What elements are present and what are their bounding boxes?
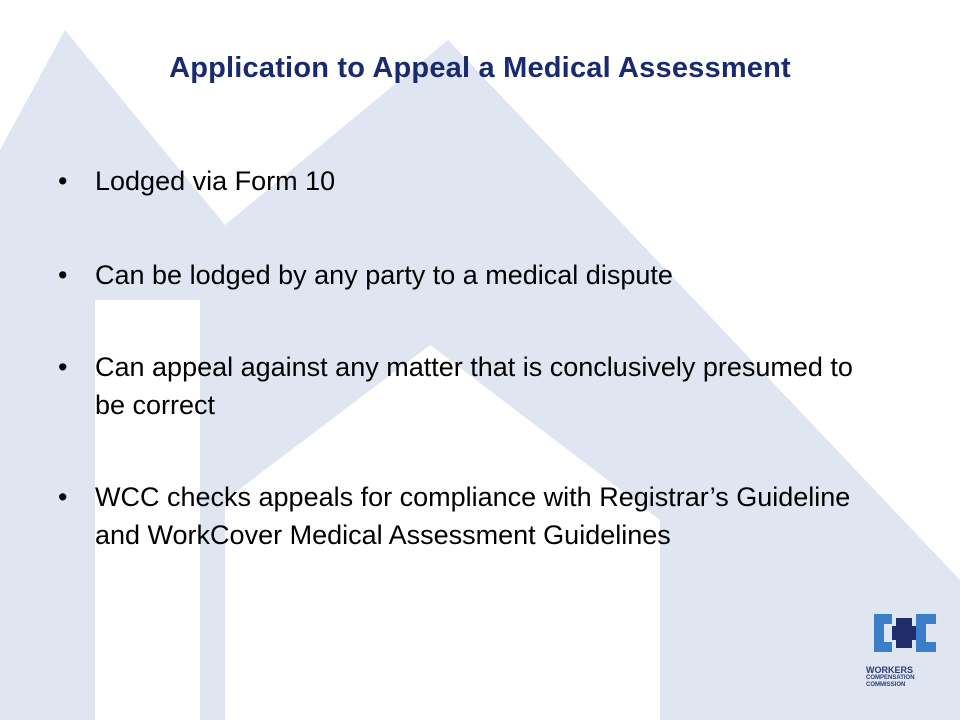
bullet-marker: •	[58, 352, 68, 382]
bullet-list	[58, 162, 888, 554]
bullet-item	[58, 162, 888, 200]
wcc-logo-icon	[870, 604, 940, 662]
logo-line-commission: COMMISSION	[866, 681, 906, 688]
logo-center-bottom	[896, 640, 912, 648]
slide-title: Application to Appeal a Medical Assessment	[169, 52, 791, 84]
bullet-text: WCC checks appeals for compliance with Registrar’s Guideline and WorkCover Medical Assessment Guidelines	[95, 482, 851, 550]
bullet-item	[58, 478, 888, 554]
bullet-item	[58, 348, 888, 424]
bullet-text: Can appeal against any matter that is conclusively presumed to be correct	[95, 352, 853, 420]
logo-line-workers: WORKERS	[866, 665, 913, 675]
logo-text	[866, 666, 946, 688]
bullet-marker: •	[58, 166, 68, 196]
logo-left-bracket	[874, 614, 892, 652]
bullet-marker: •	[58, 482, 68, 512]
logo-center	[892, 626, 916, 640]
bullet-text: Can be lodged by any party to a medical dispute	[95, 260, 673, 290]
logo-center-top	[896, 618, 912, 626]
bullet-text: Lodged via Form 10	[95, 166, 336, 196]
bullet-marker: •	[58, 260, 68, 290]
wcc-logo	[866, 604, 946, 704]
logo-line-compensation: COMPENSATION	[866, 675, 915, 682]
bullet-item	[58, 256, 888, 294]
logo-right-bracket	[916, 614, 936, 652]
